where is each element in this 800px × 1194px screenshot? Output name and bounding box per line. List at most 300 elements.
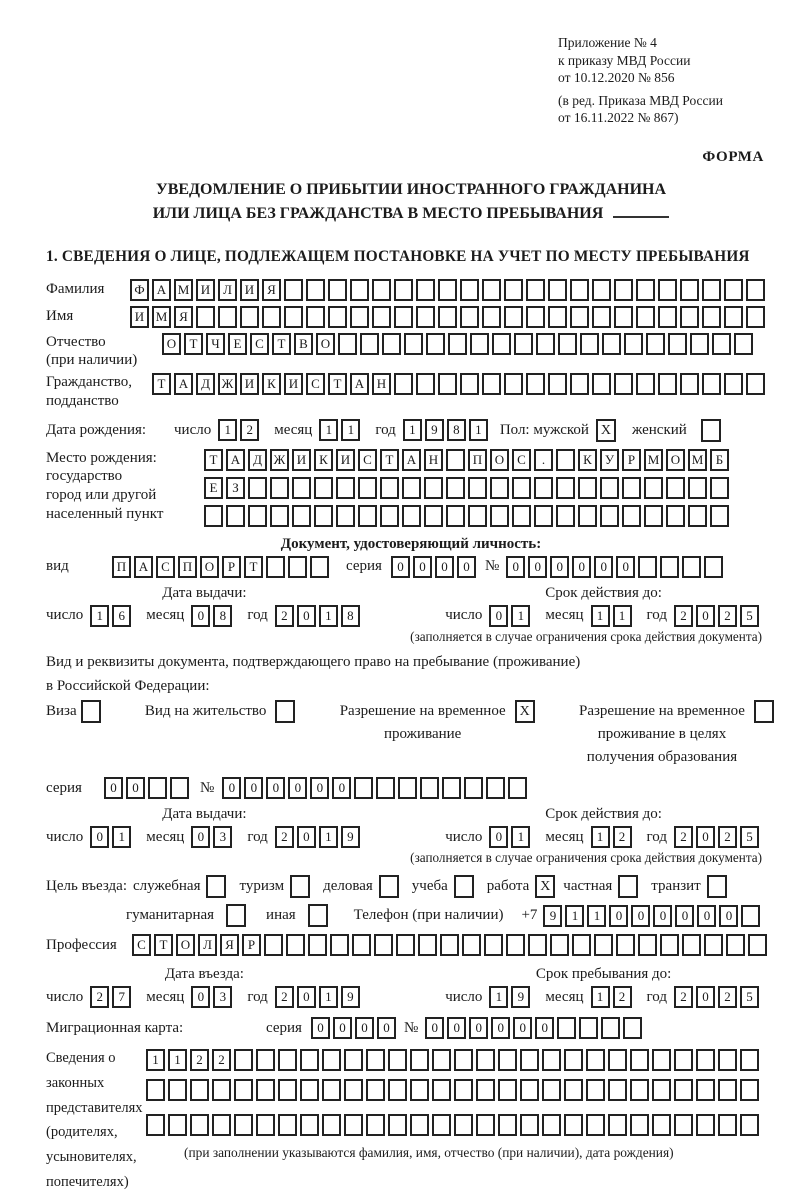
form-title-line2-wrap: [46, 202, 776, 226]
form-cell: И: [196, 279, 215, 301]
form-cell: [660, 556, 679, 578]
form-cell: 3: [213, 986, 232, 1008]
form-cell: .: [534, 449, 553, 471]
form-cell: 0: [653, 905, 672, 927]
form-cell: [704, 556, 723, 578]
citizenship-label: Гражданство, подданство: [46, 374, 133, 409]
date-cells: [674, 826, 762, 848]
purpose-work-checkbox: X: [535, 875, 555, 898]
date-cells: [489, 986, 533, 1008]
form-cell: [240, 306, 259, 328]
date-word: месяц: [545, 607, 584, 624]
form-cell: 1: [341, 419, 360, 441]
migration-card-row: [46, 1017, 776, 1039]
given-name-label: Имя: [46, 308, 74, 325]
form-cell: С: [358, 449, 377, 471]
form-cell: 2: [212, 1049, 231, 1071]
date-cells: [90, 605, 134, 627]
residence-permit-label: Вид на жительство: [144, 702, 267, 719]
form-cell: [608, 1079, 627, 1101]
form-cell: [300, 1079, 319, 1101]
form-cell: [212, 1079, 231, 1101]
form-cell: [622, 477, 641, 499]
form-cell: С: [156, 556, 175, 578]
form-cell: [498, 1114, 517, 1136]
form-cell: [746, 373, 765, 395]
form-cell: [526, 279, 545, 301]
form-cell: [454, 1114, 473, 1136]
form-cell: [498, 1049, 517, 1071]
migration-card-label: Миграционная карта:: [46, 1020, 184, 1037]
form-cell: [486, 777, 505, 799]
form-cell: [270, 477, 289, 499]
entry-dates-block: [46, 966, 776, 1008]
form-cell: [358, 477, 377, 499]
form-cell: [484, 934, 503, 956]
gender-male-checkbox: X: [596, 419, 616, 442]
form-cell: [556, 449, 575, 471]
migration-card-number-label: №: [403, 1020, 419, 1037]
form-cell: Я: [262, 279, 281, 301]
purpose-transit-label: транзит: [651, 878, 701, 895]
purpose-transit-checkbox: [707, 875, 727, 898]
form-cell: [558, 333, 577, 355]
form-cell: [322, 1049, 341, 1071]
form-cell: [300, 1049, 319, 1071]
form-cell: [674, 1114, 693, 1136]
form-cell: 0: [332, 777, 351, 799]
form-cell: [718, 1114, 737, 1136]
migration-card-series-label: серия: [266, 1020, 302, 1037]
doc-dates-block: [46, 585, 776, 627]
form-cell: [638, 934, 657, 956]
form-cell: 9: [511, 986, 530, 1008]
form-title-line2: ИЛИ ЛИЦА БЕЗ ГРАЖДАНСТВА В МЕСТО ПРЕБЫВАНИЯ: [152, 204, 604, 222]
form-cell: [420, 777, 439, 799]
citizenship-cells: [152, 373, 768, 395]
form-cell: [328, 306, 347, 328]
permit-expiry-head: Срок действия до:: [545, 806, 662, 823]
doc-series-label: серия: [346, 558, 382, 575]
form-cell: 7: [112, 986, 131, 1008]
stay-doc-line2: в Российской Федерации:: [46, 677, 210, 694]
form-cell: [330, 934, 349, 956]
date-word: год: [247, 607, 268, 624]
form-cell: 1: [511, 605, 530, 627]
form-cell: [402, 505, 421, 527]
date-word: число: [46, 988, 84, 1005]
form-cell: И: [284, 373, 303, 395]
doc-expiry-head: Срок действия до:: [545, 584, 662, 601]
migration-card-series-cells: [311, 1017, 399, 1039]
form-cell: 2: [613, 986, 632, 1008]
form-cell: [372, 279, 391, 301]
form-cell: 0: [609, 905, 628, 927]
form-cell: [592, 306, 611, 328]
form-cell: [190, 1114, 209, 1136]
citizenship-row: [46, 373, 776, 411]
form-cell: О: [176, 934, 195, 956]
form-cell: 2: [275, 605, 294, 627]
form-cell: 9: [543, 905, 562, 927]
form-cell: [292, 505, 311, 527]
form-cell: [646, 333, 665, 355]
form-cell: [580, 333, 599, 355]
form-cell: 0: [266, 777, 285, 799]
form-cell: [542, 1079, 561, 1101]
form-cell: [256, 1114, 275, 1136]
form-cell: 8: [447, 419, 466, 441]
form-cell: [682, 934, 701, 956]
form-cell: С: [512, 449, 531, 471]
form-cell: [586, 1114, 605, 1136]
date-cells: [319, 419, 363, 441]
form-cell: [432, 1049, 451, 1071]
date-word: год: [646, 607, 667, 624]
form-cell: [548, 279, 567, 301]
form-cell: [548, 373, 567, 395]
form-cell: [284, 306, 303, 328]
form-cell: [644, 477, 663, 499]
surname-label: Фамилия: [46, 281, 105, 298]
form-cell: [264, 934, 283, 956]
form-cell: Р: [222, 556, 241, 578]
phone-prefix: +7: [521, 907, 538, 924]
form-cell: 1: [168, 1049, 187, 1071]
form-cell: [256, 1049, 275, 1071]
form-cell: [586, 1049, 605, 1071]
form-cell: 0: [191, 605, 210, 627]
form-cell: [506, 934, 525, 956]
form-cell: А: [134, 556, 153, 578]
form-cell: [322, 1079, 341, 1101]
form-cell: [416, 373, 435, 395]
entry-date-col: [46, 966, 363, 1008]
rvp-label: Разрешение на временное проживание: [339, 702, 506, 742]
form-cell: Т: [154, 934, 173, 956]
form-cell: [724, 306, 743, 328]
residence-permit-item: [145, 700, 295, 723]
form-cell: [190, 1079, 209, 1101]
birth-place-block: [46, 449, 776, 532]
form-cell: 1: [591, 986, 610, 1008]
form-cell: [310, 556, 329, 578]
form-cell: [266, 556, 285, 578]
form-cell: [476, 1114, 495, 1136]
form-cell: [520, 1049, 539, 1071]
form-cell: [344, 1049, 363, 1071]
form-cell: 2: [674, 605, 693, 627]
form-cell: [442, 777, 461, 799]
form-cell: 2: [275, 826, 294, 848]
date-word: год: [375, 421, 396, 438]
form-cell: 0: [413, 556, 432, 578]
doc-number-label: №: [484, 558, 500, 575]
form-cell: [328, 279, 347, 301]
form-cell: 1: [469, 419, 488, 441]
form-cell: 0: [469, 1017, 488, 1039]
form-cell: 0: [513, 1017, 532, 1039]
form-cell: И: [292, 449, 311, 471]
form-cell: 2: [275, 986, 294, 1008]
date-cells: [489, 605, 533, 627]
form-cell: О: [200, 556, 219, 578]
form-cell: [460, 373, 479, 395]
form-cell: [526, 373, 545, 395]
form-cell: [394, 306, 413, 328]
birth-place-row3: [204, 505, 732, 527]
annex-line: Приложение № 4: [558, 35, 657, 50]
stay-until-col: [445, 966, 762, 1008]
permit-dates-block: [46, 806, 776, 848]
representatives-row3: [146, 1114, 762, 1136]
form-cell: [710, 505, 729, 527]
form-cell: [446, 505, 465, 527]
form-cell: [702, 306, 721, 328]
form-cell: [410, 1114, 429, 1136]
form-cell: [410, 1079, 429, 1101]
form-cell: О: [162, 333, 181, 355]
form-cell: [724, 279, 743, 301]
annex-edition: [558, 92, 776, 127]
date-cells: [191, 826, 235, 848]
form-cell: И: [240, 373, 259, 395]
form-cell: [674, 1049, 693, 1071]
form-cell: 0: [191, 826, 210, 848]
purpose-study-checkbox: [454, 875, 474, 898]
date-cells: [90, 826, 134, 848]
form-cell: 2: [718, 986, 737, 1008]
form-cell: 0: [457, 556, 476, 578]
date-cells: [591, 986, 635, 1008]
form-cell: [726, 934, 745, 956]
form-cell: [388, 1114, 407, 1136]
form-cell: [658, 373, 677, 395]
form-cell: Т: [152, 373, 171, 395]
representatives-row1: [146, 1049, 762, 1071]
form-cell: [688, 505, 707, 527]
date-word: число: [46, 828, 84, 845]
form-cell: Д: [248, 449, 267, 471]
form-cell: К: [262, 373, 281, 395]
form-cell: [614, 373, 633, 395]
form-cell: [696, 1049, 715, 1071]
form-cell: [548, 306, 567, 328]
form-cell: [557, 1017, 576, 1039]
date-cells: [275, 605, 363, 627]
form-cell: [718, 1079, 737, 1101]
form-cell: Р: [242, 934, 261, 956]
form-cell: [354, 777, 373, 799]
form-cell: [602, 333, 621, 355]
form-cell: [578, 477, 597, 499]
date-cells: [403, 419, 491, 441]
form-cell: [636, 279, 655, 301]
form-cell: [460, 279, 479, 301]
form-cell: 5: [740, 826, 759, 848]
form-cell: И: [240, 279, 259, 301]
form-cell: [374, 934, 393, 956]
form-cell: П: [468, 449, 487, 471]
form-cell: [462, 934, 481, 956]
date-cells: [218, 419, 262, 441]
form-word: ФОРМА: [702, 148, 764, 165]
form-cell: Б: [710, 449, 729, 471]
rvp-edu-item: [579, 700, 774, 770]
form-cell: [514, 333, 533, 355]
form-cell: 0: [696, 986, 715, 1008]
patronymic-row: [46, 333, 776, 371]
form-cell: [424, 505, 443, 527]
date-cells: [591, 605, 635, 627]
form-cell: 6: [112, 605, 131, 627]
birth-place-row1: [204, 449, 732, 471]
form-cell: [482, 306, 501, 328]
form-cell: [734, 333, 753, 355]
form-cell: [226, 505, 245, 527]
form-cell: [658, 306, 677, 328]
form-cell: 1: [90, 605, 109, 627]
form-cell: [534, 505, 553, 527]
form-cell: [504, 279, 523, 301]
date-word: год: [247, 988, 268, 1005]
form-cell: [380, 477, 399, 499]
form-cell: 9: [425, 419, 444, 441]
form-cell: [426, 333, 445, 355]
form-cell: 0: [104, 777, 123, 799]
form-cell: 1: [218, 419, 237, 441]
form-cell: [292, 477, 311, 499]
date-word: месяц: [146, 828, 185, 845]
form-cell: [490, 477, 509, 499]
form-cell: [668, 333, 687, 355]
form-cell: [352, 934, 371, 956]
form-cell: [248, 477, 267, 499]
form-cell: [680, 306, 699, 328]
form-cell: [570, 306, 589, 328]
form-cell: [288, 556, 307, 578]
form-cell: [704, 934, 723, 956]
form-cell: 1: [319, 419, 338, 441]
form-cell: [322, 1114, 341, 1136]
form-cell: 0: [631, 905, 650, 927]
form-cell: [542, 1049, 561, 1071]
form-cell: М: [152, 306, 171, 328]
form-cell: [418, 934, 437, 956]
form-cell: 1: [319, 605, 338, 627]
form-cell: [366, 1114, 385, 1136]
form-cell: [542, 1114, 561, 1136]
form-cell: [366, 1079, 385, 1101]
visa-label: Виза: [46, 702, 77, 719]
permit-series-label: серия: [46, 780, 82, 797]
purpose-official-checkbox: [206, 875, 226, 898]
annex-text: [558, 34, 776, 127]
form-cell: 1: [587, 905, 606, 927]
form-cell: [608, 1049, 627, 1071]
permit-series-cells: [104, 777, 192, 799]
form-cell: [396, 934, 415, 956]
form-cell: 0: [675, 905, 694, 927]
form-cell: [278, 1079, 297, 1101]
visa-item: [46, 700, 101, 723]
form-cell: [468, 477, 487, 499]
annex-edition-line: (в ред. Приказа МВД России: [558, 92, 723, 108]
gender-female-label: женский: [631, 421, 687, 438]
form-cell: 0: [489, 826, 508, 848]
form-cell: [394, 373, 413, 395]
form-cell: [446, 477, 465, 499]
permit-type-row: [46, 700, 776, 770]
form-cell: [248, 505, 267, 527]
form-cell: О: [666, 449, 685, 471]
form-cell: [710, 477, 729, 499]
form-cell: 5: [740, 605, 759, 627]
form-cell: 0: [222, 777, 241, 799]
form-cell: [286, 934, 305, 956]
patronymic-cells: [162, 333, 756, 355]
purpose-row2: [46, 904, 776, 927]
form-cell: 1: [319, 826, 338, 848]
form-cell: 0: [696, 605, 715, 627]
purpose-private-checkbox: [618, 875, 638, 898]
form-cell: 0: [377, 1017, 396, 1039]
representatives-block: [46, 1046, 776, 1194]
form-cell: [382, 333, 401, 355]
form-cell: 0: [355, 1017, 374, 1039]
purpose-official-label: служебная: [132, 878, 201, 895]
form-cell: [360, 333, 379, 355]
permit-issue-col: [46, 806, 363, 848]
gender-male-label: Пол: мужской: [499, 421, 589, 438]
purpose-tourism-checkbox: [290, 875, 310, 898]
form-cell: [556, 477, 575, 499]
form-cell: [256, 1079, 275, 1101]
form-cell: [586, 1079, 605, 1101]
purpose-business-label: деловая: [323, 878, 373, 895]
form-cell: 1: [319, 986, 338, 1008]
form-cell: [614, 279, 633, 301]
form-cell: [556, 505, 575, 527]
annex-line: от 10.12.2020 № 856: [558, 70, 675, 86]
form-cell: [196, 306, 215, 328]
form-cell: [652, 1079, 671, 1101]
form-cell: [504, 373, 523, 395]
form-cell: 0: [297, 605, 316, 627]
form-cell: 1: [403, 419, 422, 441]
form-cell: Ж: [270, 449, 289, 471]
representatives-label: Сведения о законных представителях (родителях, усыновителях, попечителях): [46, 1050, 143, 1190]
form-cell: О: [490, 449, 509, 471]
form-cell: [592, 279, 611, 301]
form-cell: 0: [297, 826, 316, 848]
representatives-note: (при заполнении указываются фамилия, имя, отчество (при наличии), дата рождения): [184, 1145, 674, 1161]
form-cell: [438, 373, 457, 395]
annex-block: [46, 34, 776, 127]
form-cell: Д: [196, 373, 215, 395]
form-cell: [380, 505, 399, 527]
form-cell: [579, 1017, 598, 1039]
form-cell: [614, 306, 633, 328]
form-cell: 0: [310, 777, 329, 799]
form-cell: [270, 505, 289, 527]
form-cell: [592, 373, 611, 395]
purpose-business-checkbox: [379, 875, 399, 898]
representatives-row2: [146, 1079, 762, 1101]
form-cell: 1: [591, 605, 610, 627]
form-cell: [204, 505, 223, 527]
form-cell: [594, 934, 613, 956]
